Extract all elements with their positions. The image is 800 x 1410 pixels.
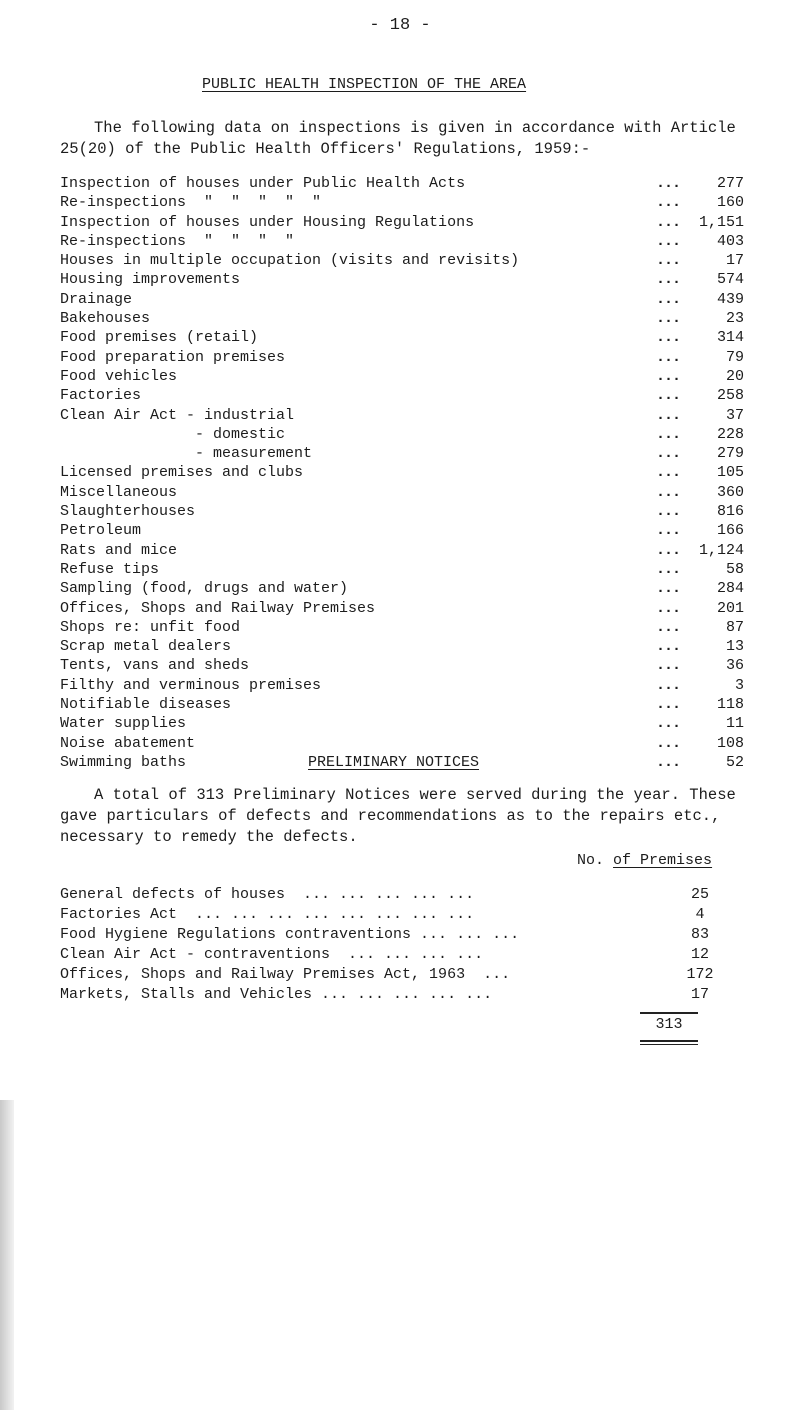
inspection-count: 105	[716, 464, 744, 482]
inspection-count: 1,151	[698, 213, 744, 231]
inspection-row	[60, 464, 744, 483]
notice-row	[60, 906, 760, 926]
inspection-row	[60, 252, 744, 271]
inspection-row	[60, 213, 744, 233]
inspection-label: Noise abatement	[60, 734, 196, 752]
notice-count: 17	[690, 986, 709, 1003]
column-header-no: No.	[577, 852, 605, 869]
preliminary-line-2: gave particulars of defects and recommendations as to the repairs etc.,	[60, 807, 721, 825]
page-number: - 18 -	[369, 16, 431, 35]
notice-row	[60, 986, 760, 1006]
inspection-row	[60, 657, 744, 676]
inspection-row	[60, 348, 744, 368]
notices-list	[60, 886, 760, 1006]
leader-dots: ...	[656, 483, 681, 501]
inspection-label: Scrap metal dealers	[60, 638, 232, 656]
leader-dots: ...	[656, 290, 681, 308]
leader-dots: ...	[656, 329, 681, 347]
inspection-label: Food vehicles	[60, 367, 178, 385]
inspection-row	[60, 271, 744, 290]
notice-row	[60, 926, 760, 946]
intro-line-1: The following data on inspections is given in accordance with Article	[94, 119, 736, 137]
inspection-label: Housing improvements	[60, 271, 241, 289]
inspection-row	[60, 194, 744, 213]
intro-line-2: 25(20) of the Public Health Officers' Regulations, 1959:-	[60, 140, 591, 158]
notices-total: 313	[655, 1016, 683, 1033]
inspection-count: 108	[716, 734, 744, 752]
inspection-label: - domestic	[60, 425, 286, 443]
inspection-count: 87	[725, 618, 744, 636]
leader-dots: ...	[656, 464, 681, 482]
notice-count: 172	[686, 966, 714, 983]
inspection-count: 23	[725, 310, 744, 328]
leader-dots: ...	[656, 232, 681, 250]
leader-dots: ...	[656, 194, 681, 212]
inspection-count: 17	[725, 252, 744, 270]
leader-dots: ...	[656, 580, 681, 598]
total-rule-top	[640, 1012, 698, 1014]
inspection-row	[60, 425, 744, 445]
inspection-label: Clean Air Act - industrial	[60, 406, 295, 424]
inspection-count: 52	[725, 753, 744, 771]
leader-dots: ...	[656, 560, 681, 578]
inspection-label: Food preparation premises	[60, 348, 286, 366]
inspection-row	[60, 310, 744, 329]
notice-label: Clean Air Act - contraventions ... ... ... ...	[60, 946, 484, 963]
leader-dots: ...	[656, 638, 681, 656]
inspection-label: Filthy and verminous premises	[60, 676, 322, 694]
leader-dots: ...	[656, 387, 681, 405]
inspection-row	[60, 541, 744, 561]
inspection-label: Factories	[60, 387, 142, 405]
inspection-row	[60, 560, 744, 580]
inspection-label: Rats and mice	[60, 541, 178, 559]
leader-dots: ...	[656, 541, 681, 559]
inspection-label: Inspection of houses under Public Health Acts	[60, 175, 466, 192]
leader-dots: ...	[656, 734, 681, 752]
notice-count: 12	[690, 946, 709, 963]
inspection-row	[60, 676, 744, 696]
leader-dots: ...	[656, 445, 681, 463]
inspection-row	[60, 445, 744, 464]
column-header-premises: of Premises	[613, 852, 713, 869]
inspection-row	[60, 638, 744, 657]
inspection-count: 403	[716, 232, 744, 250]
inspection-count: 277	[716, 175, 744, 192]
leader-dots: ...	[656, 522, 681, 540]
notice-label: Food Hygiene Regulations contraventions ... ... ...	[60, 926, 520, 943]
leader-dots: ...	[656, 599, 681, 617]
inspection-label: Bakehouses	[60, 310, 151, 328]
leader-dots: ...	[656, 676, 681, 694]
inspection-count: 36	[725, 657, 744, 675]
inspection-count: 574	[716, 271, 744, 289]
inspection-count: 360	[716, 483, 744, 501]
inspection-row	[60, 715, 744, 734]
leader-dots: ...	[656, 618, 681, 636]
column-header	[577, 852, 712, 869]
inspection-label: Offices, Shops and Railway Premises	[60, 599, 376, 617]
inspection-row	[60, 599, 744, 619]
inspection-label: Slaughterhouses	[60, 503, 196, 521]
inspection-label: Shops re: unfit food	[60, 618, 241, 636]
inspection-label: Notifiable diseases	[60, 696, 232, 714]
notice-label: Factories Act ... ... ... ... ... ... ... ...	[60, 906, 475, 923]
inspection-row	[60, 387, 744, 406]
inspection-row	[60, 329, 744, 348]
notice-count: 25	[690, 886, 709, 903]
inspection-label: Refuse tips	[60, 560, 160, 578]
notice-row	[60, 946, 760, 966]
section-title: PUBLIC HEALTH INSPECTION OF THE AREA	[202, 76, 527, 93]
preliminary-notices-title: PRELIMINARY NOTICES	[308, 754, 480, 771]
leader-dots: ...	[656, 406, 681, 424]
inspection-label: Miscellaneous	[60, 483, 178, 501]
inspection-count: 37	[725, 406, 744, 424]
intro-paragraph	[60, 118, 780, 160]
inspection-row	[60, 734, 744, 754]
inspection-label: Licensed premises and clubs	[60, 464, 304, 482]
leader-dots: ...	[656, 213, 681, 231]
total-rule-double-2	[640, 1044, 698, 1045]
inspection-count: 228	[716, 425, 744, 443]
inspection-count: 79	[725, 348, 744, 366]
inspection-label: Houses in multiple occupation (visits and revisits)	[60, 252, 520, 270]
inspection-count: 166	[716, 522, 744, 540]
inspection-count: 314	[716, 329, 744, 347]
notice-label: Markets, Stalls and Vehicles ... ... ... ... ...	[60, 986, 493, 1003]
inspection-count: 20	[725, 367, 744, 385]
total-rule-double-1	[640, 1040, 698, 1042]
leader-dots: ...	[656, 753, 681, 771]
leader-dots: ...	[656, 310, 681, 328]
preliminary-line-1: A total of 313 Preliminary Notices were served during the year. These	[94, 786, 736, 804]
preliminary-paragraph	[60, 785, 780, 848]
inspection-row	[60, 232, 744, 252]
inspection-count: 258	[716, 387, 744, 405]
inspection-row	[60, 367, 744, 387]
inspection-count: 439	[716, 290, 744, 308]
inspection-count: 3	[734, 676, 744, 694]
leader-dots: ...	[656, 175, 681, 192]
inspection-count: 118	[716, 696, 744, 714]
inspection-label: Water supplies	[60, 715, 187, 733]
inspection-label: Petroleum	[60, 522, 142, 540]
inspection-count: 816	[716, 503, 744, 521]
notice-row	[60, 886, 760, 906]
inspection-label: Re-inspections " " " " "	[60, 194, 322, 212]
inspection-row	[60, 696, 744, 715]
inspection-label: Inspection of houses under Housing Regulations	[60, 213, 475, 231]
inspection-count: 160	[716, 194, 744, 212]
notice-label: Offices, Shops and Railway Premises Act, 1963 ...	[60, 966, 511, 983]
inspection-label: Sampling (food, drugs and water)	[60, 580, 349, 598]
inspection-count: 13	[725, 638, 744, 656]
notice-label: General defects of houses ... ... ... ... ...	[60, 886, 475, 903]
leader-dots: ...	[656, 503, 681, 521]
leader-dots: ...	[656, 696, 681, 714]
inspection-label: Food premises (retail)	[60, 329, 259, 347]
notice-count: 83	[690, 926, 709, 943]
inspection-count: 1,124	[698, 541, 744, 559]
leader-dots: ...	[656, 715, 681, 733]
notice-row	[60, 966, 760, 986]
inspection-label: - measurement	[60, 445, 313, 463]
inspection-row	[60, 175, 744, 194]
leader-dots: ...	[656, 367, 681, 385]
inspection-count: 201	[716, 599, 744, 617]
leader-dots: ...	[656, 348, 681, 366]
preliminary-line-3: necessary to remedy the defects.	[60, 828, 358, 846]
inspection-count: 11	[725, 715, 744, 733]
leader-dots: ...	[656, 657, 681, 675]
notice-count: 4	[695, 906, 705, 923]
inspection-row	[60, 503, 744, 522]
page-binding-shadow	[0, 1100, 14, 1410]
leader-dots: ...	[656, 425, 681, 443]
leader-dots: ...	[656, 252, 681, 270]
inspection-label: Drainage	[60, 290, 133, 308]
inspection-count: 284	[716, 580, 744, 598]
inspection-row	[60, 580, 744, 599]
inspections-list	[60, 175, 744, 773]
leader-dots: ...	[656, 271, 681, 289]
inspection-row	[60, 618, 744, 638]
inspection-row	[60, 522, 744, 541]
inspection-count: 58	[725, 560, 744, 578]
inspection-label: Tents, vans and sheds	[60, 657, 250, 675]
inspection-row	[60, 483, 744, 503]
inspection-label: Re-inspections " " " "	[60, 232, 295, 250]
inspection-row	[60, 406, 744, 426]
inspection-count: 279	[716, 445, 744, 463]
inspection-row	[60, 290, 744, 310]
inspection-label: Swimming baths	[60, 753, 187, 771]
